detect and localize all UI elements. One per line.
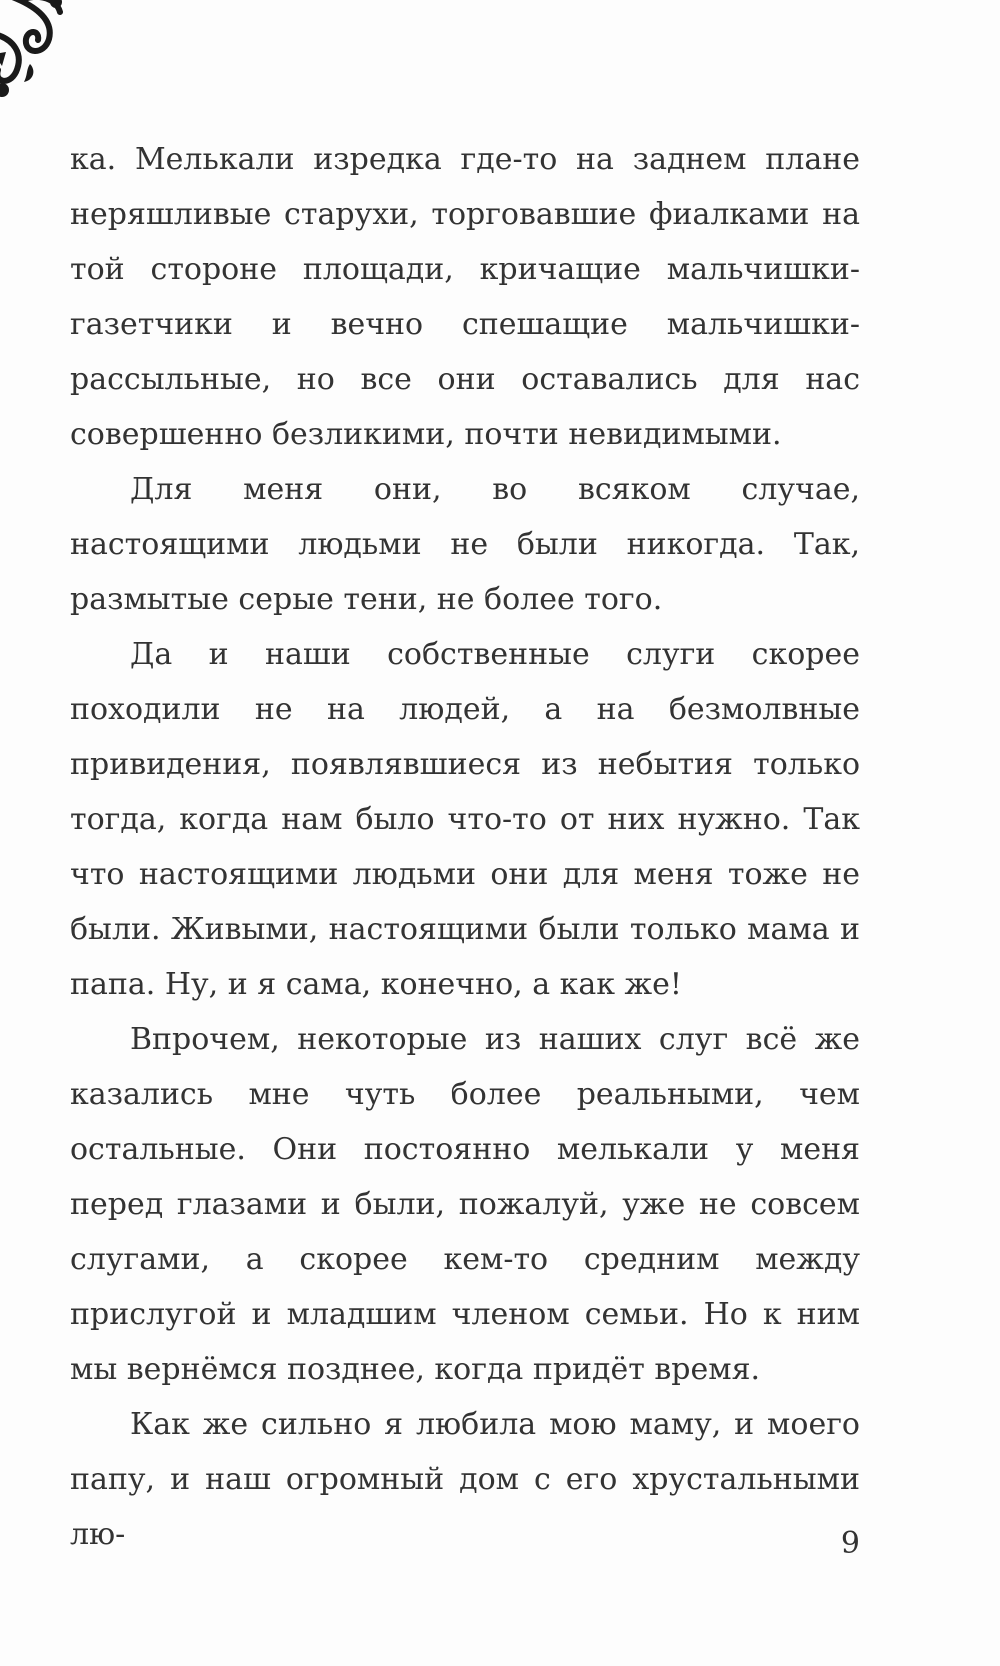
- paragraph: Впрочем, некоторые из наших слуг всё же казались мне чуть более реальными, чем остальные. Они постоянно мелькали у меня перед глазами и были, пожалуй, уже не совсем слугами, а скорее кем-то средним между прислугой и младшим членом семьи. Но к ним мы вернёмся позднее, когда придёт время.: [70, 1022, 860, 1387]
- page-number: 9: [840, 1526, 860, 1561]
- paragraph: Да и наши собственные слуги скорее походили не на людей, а на безмолвные привидения, появлявшиеся из небытия только тогда, когда нам было что-то от них нужно. Так что настоящими людьми они для меня тоже не были. Живыми, настоящими были только мама и папа. Ну, и я сама, конечно, а как же!: [70, 637, 860, 1002]
- paragraph: Для меня они, во всяком случае, настоящими людьми не были никогда. Так, размытые серые тени, не более того.: [70, 472, 860, 617]
- body-text: [70, 132, 860, 1562]
- paragraph: Как же сильно я любила мою маму, и моего папу, и наш огромный дом с его хрустальными лю-: [70, 1407, 860, 1552]
- corner-ornament-icon: [0, 0, 74, 104]
- paragraph: ка. Мелькали изредка где-то на заднем плане неряшливые старухи, торговавшие фиалками на той стороне площади, кричащие мальчишки-газетчики и вечно спешащие мальчишки-рассыльные, но все они оставались для нас совершенно безликими, почти невидимыми.: [70, 142, 860, 452]
